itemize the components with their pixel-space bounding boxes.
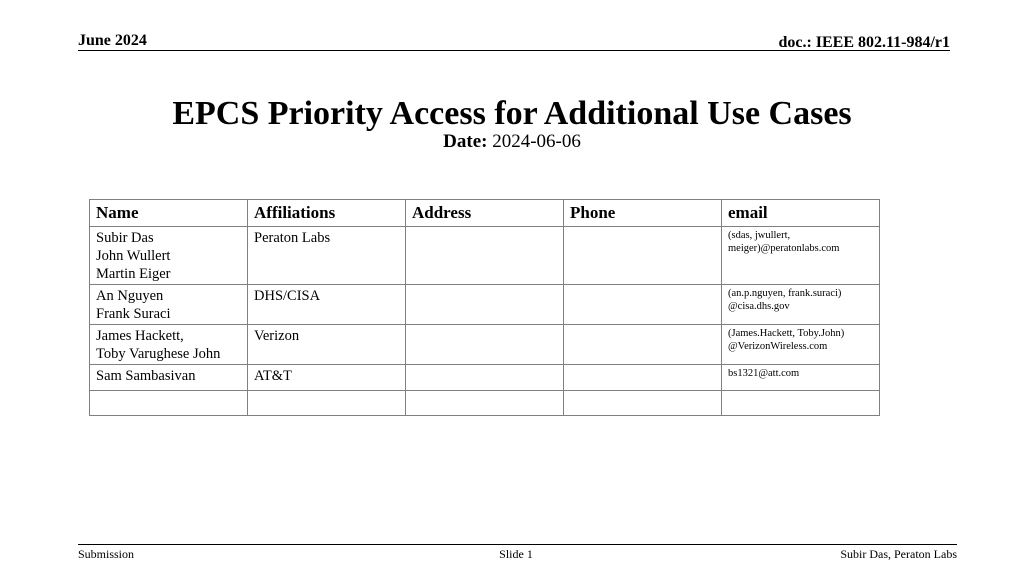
email-cell bbox=[722, 285, 880, 325]
name-cell bbox=[90, 325, 248, 365]
email-text: meiger)@peratonlabs.com bbox=[728, 243, 840, 254]
email-text: (James.Hackett, Toby.John) bbox=[728, 328, 845, 339]
table-row bbox=[90, 391, 880, 416]
header-doc-id: doc.: IEEE 802.11-984/r1 bbox=[778, 34, 950, 51]
authors-table-header-row bbox=[90, 200, 880, 227]
email-text: @cisa.dhs.gov bbox=[728, 301, 790, 312]
email-text: bs1321@att.com bbox=[728, 368, 800, 379]
name-cell bbox=[90, 391, 248, 416]
slide-title: EPCS Priority Access for Additional Use Cases bbox=[172, 95, 852, 132]
footer-author: Subir Das, Peraton Labs bbox=[840, 547, 957, 561]
column-header-phone: Phone bbox=[564, 200, 722, 227]
name-cell bbox=[90, 365, 248, 391]
email-text: (an.p.nguyen, frank.suraci) bbox=[728, 288, 842, 299]
address-cell bbox=[406, 285, 564, 325]
footer-divider bbox=[78, 544, 957, 545]
author-name: Frank Suraci bbox=[96, 306, 171, 322]
affiliation-cell: Verizon bbox=[248, 325, 406, 365]
phone-cell bbox=[564, 325, 722, 365]
phone-cell bbox=[564, 365, 722, 391]
author-name: An Nguyen bbox=[96, 288, 164, 304]
date-line bbox=[0, 131, 1024, 153]
authors-table bbox=[89, 199, 880, 416]
phone-cell bbox=[564, 391, 722, 416]
affiliation-cell: DHS/CISA bbox=[248, 285, 406, 325]
footer-submission: Submission bbox=[78, 547, 135, 561]
column-header-name: Name bbox=[90, 200, 248, 227]
address-cell bbox=[406, 391, 564, 416]
table-row bbox=[90, 285, 880, 325]
header-divider bbox=[78, 50, 950, 51]
email-cell bbox=[722, 391, 880, 416]
name-cell bbox=[90, 227, 248, 285]
table-row bbox=[90, 365, 880, 391]
table-row bbox=[90, 325, 880, 365]
column-header-email: email bbox=[722, 200, 880, 227]
author-name: Subir Das bbox=[96, 230, 154, 246]
affiliation-cell: Peraton Labs bbox=[248, 227, 406, 285]
affiliation-cell bbox=[248, 391, 406, 416]
footer-slide-number: Slide 1 bbox=[499, 547, 533, 561]
email-cell bbox=[722, 227, 880, 285]
column-header-affiliations: Affiliations bbox=[248, 200, 406, 227]
email-text: @VerizonWireless.com bbox=[728, 341, 828, 352]
date-label: Date: bbox=[443, 131, 488, 152]
email-cell bbox=[722, 365, 880, 391]
column-header-address: Address bbox=[406, 200, 564, 227]
address-cell bbox=[406, 365, 564, 391]
author-name: James Hackett, bbox=[96, 328, 184, 344]
author-name: John Wullert bbox=[96, 248, 171, 264]
phone-cell bbox=[564, 227, 722, 285]
author-name: Martin Eiger bbox=[96, 266, 171, 282]
header-date: June 2024 bbox=[78, 32, 147, 49]
author-name: Toby Varughese John bbox=[96, 346, 221, 362]
date-value: 2024-06-06 bbox=[492, 131, 581, 152]
address-cell bbox=[406, 227, 564, 285]
affiliation-cell: AT&T bbox=[248, 365, 406, 391]
name-cell bbox=[90, 285, 248, 325]
email-cell bbox=[722, 325, 880, 365]
author-name: Sam Sambasivan bbox=[96, 368, 196, 384]
table-row bbox=[90, 227, 880, 285]
address-cell bbox=[406, 325, 564, 365]
email-text: (sdas, jwullert, bbox=[728, 230, 791, 241]
phone-cell bbox=[564, 285, 722, 325]
